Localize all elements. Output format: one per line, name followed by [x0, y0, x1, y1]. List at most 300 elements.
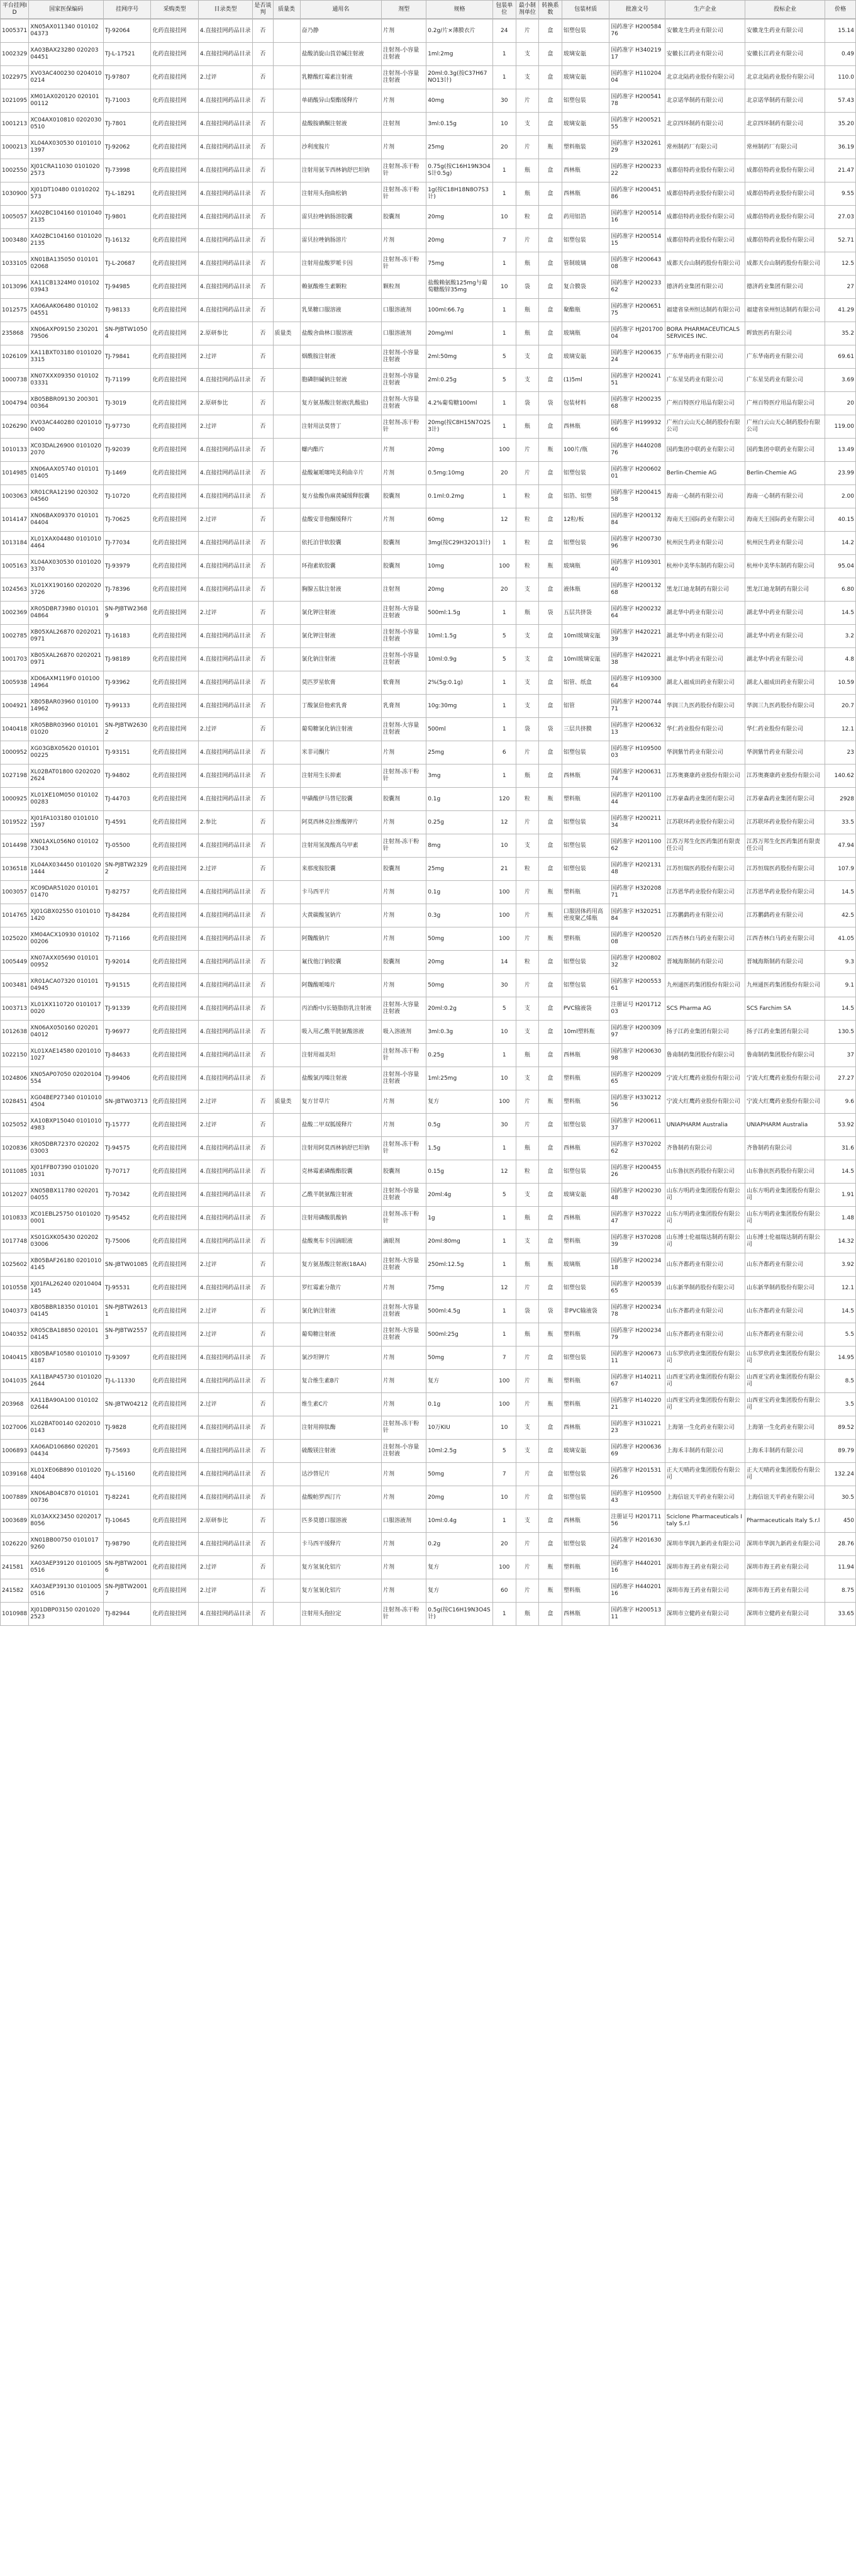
table-cell: 23.99 — [825, 462, 856, 485]
table-cell: TJ-10720 — [103, 485, 150, 508]
table-row[interactable] — [1, 439, 856, 462]
table-cell: 4.直接挂网药品目录 — [198, 881, 252, 904]
table-row[interactable] — [1, 555, 856, 578]
table-row[interactable] — [1, 1207, 856, 1230]
table-row[interactable] — [1, 1044, 856, 1067]
table-cell: 1026220 — [1, 1533, 29, 1556]
table-row[interactable] — [1, 1114, 856, 1137]
table-cell: Berlin-Chemie AG — [665, 462, 745, 485]
table-cell: 2.原研参比 — [198, 322, 252, 345]
table-cell: 塑料瓶 — [562, 1393, 609, 1416]
table-cell: 否 — [253, 1416, 273, 1440]
table-cell: 1 — [492, 1044, 516, 1067]
column-header[interactable]: 挂网序号 — [103, 1, 150, 19]
column-header[interactable]: 目录类型 — [198, 1, 252, 19]
table-cell: 山东罗欣药业集团股份有限公司 — [665, 1347, 745, 1370]
table-cell: 氯化钾注射液 — [300, 625, 381, 648]
table-row[interactable] — [1, 532, 856, 555]
table-cell — [273, 299, 300, 322]
table-cell: 化药直接挂网 — [151, 415, 198, 439]
table-cell: 片 — [516, 1277, 539, 1300]
table-cell: 12 — [492, 1277, 516, 1300]
table-cell: 1 — [492, 299, 516, 322]
table-row[interactable] — [1, 392, 856, 415]
table-row[interactable] — [1, 625, 856, 648]
table-cell: 广州白云山天心制药股份有限公司 — [745, 415, 825, 439]
table-row[interactable] — [1, 997, 856, 1021]
column-header[interactable]: 剂型 — [382, 1, 426, 19]
table-row[interactable] — [1, 229, 856, 252]
table-row[interactable] — [1, 1556, 856, 1579]
table-cell: 注射剂-小容量注射液 — [382, 1067, 426, 1090]
table-cell: 注射剂 — [382, 113, 426, 136]
table-cell: 国药准字 H20051311 — [609, 1603, 665, 1626]
table-row[interactable] — [1, 904, 856, 927]
table-cell: 盒 — [539, 671, 562, 695]
table-cell: 35.2 — [825, 322, 856, 345]
table-cell: 20ml:80mg — [426, 1230, 493, 1253]
table-cell: 140.62 — [825, 764, 856, 788]
table-cell: 1 — [492, 182, 516, 206]
table-cell: 盐酸消旋山莨菪碱注射液 — [300, 43, 381, 66]
table-row[interactable] — [1, 1579, 856, 1603]
table-cell: 注射剂-小容量注射液 — [382, 625, 426, 648]
table-row[interactable] — [1, 508, 856, 532]
table-cell: 1040373 — [1, 1300, 29, 1323]
table-cell: 化药直接挂网 — [151, 1044, 198, 1067]
table-row[interactable] — [1, 927, 856, 951]
column-header[interactable]: 包装材质 — [562, 1, 609, 19]
table-cell: 11.94 — [825, 1556, 856, 1579]
table-cell: 鲁南制药集团股份有限公司 — [745, 1044, 825, 1067]
table-cell: 否 — [253, 718, 273, 741]
table-cell: 依托泊苷软胶囊 — [300, 532, 381, 555]
table-cell: 葡萄糖注射液 — [300, 1323, 381, 1347]
table-cell: 袋 — [539, 602, 562, 625]
table-row[interactable] — [1, 43, 856, 66]
table-cell: 盒 — [539, 462, 562, 485]
table-cell: 12.5 — [825, 252, 856, 276]
table-cell: 4.直接挂网药品目录 — [198, 1184, 252, 1207]
table-cell: 支 — [516, 369, 539, 392]
table-cell: 注射剂-大容量注射液 — [382, 1253, 426, 1277]
table-cell: 0.75g(按C16H19N3O4S计0.5g) — [426, 159, 493, 182]
table-row[interactable] — [1, 159, 856, 182]
table-cell: 晋城海斯制药有限公司 — [665, 951, 745, 974]
table-cell: 0.1g — [426, 881, 493, 904]
table-cell — [273, 625, 300, 648]
table-row[interactable] — [1, 718, 856, 741]
table-cell: 非PVC输液袋 — [562, 1300, 609, 1323]
table-cell: 瓶 — [516, 1253, 539, 1277]
table-cell: 1040418 — [1, 718, 29, 741]
table-cell: 2.过评 — [198, 1090, 252, 1114]
table-cell: 铝塑包装 — [562, 1533, 609, 1556]
table-cell: 铝塑包装 — [562, 1114, 609, 1137]
table-row[interactable] — [1, 345, 856, 369]
table-row[interactable] — [1, 881, 856, 904]
table-cell: 广东星昊药业有限公司 — [665, 369, 745, 392]
table-cell: 德济药业集团有限公司 — [665, 276, 745, 299]
table-row[interactable] — [1, 89, 856, 113]
table-cell: 化药直接挂网 — [151, 718, 198, 741]
table-cell: 否 — [253, 485, 273, 508]
table-row[interactable] — [1, 1253, 856, 1277]
table-row[interactable] — [1, 136, 856, 159]
table-cell: 铝塑包装 — [562, 532, 609, 555]
table-cell: XR01ACA07320 01010104945 — [29, 974, 104, 997]
table-row[interactable] — [1, 1323, 856, 1347]
table-cell: 片剂 — [382, 1347, 426, 1370]
table-cell — [273, 1533, 300, 1556]
table-cell: 否 — [253, 113, 273, 136]
table-cell: 国药准字 H20045186 — [609, 182, 665, 206]
table-cell: 片 — [516, 20, 539, 43]
table-row[interactable] — [1, 602, 856, 625]
table-row[interactable] — [1, 578, 856, 602]
table-cell: TJ-75693 — [103, 1440, 150, 1463]
table-cell: 4.直接挂网药品目录 — [198, 834, 252, 858]
table-cell: 4.直接挂网药品目录 — [198, 439, 252, 462]
table-row[interactable] — [1, 1603, 856, 1626]
table-row[interactable] — [1, 1184, 856, 1207]
column-header[interactable]: 批准文号 — [609, 1, 665, 19]
table-cell: 1000952 — [1, 741, 29, 764]
table-row[interactable] — [1, 322, 856, 345]
table-cell: 片 — [516, 811, 539, 834]
table-cell: 阿魏酸钠片 — [300, 927, 381, 951]
table-cell: 深圳市海王药业有限公司 — [665, 1579, 745, 1603]
table-row[interactable] — [1, 1021, 856, 1044]
table-cell: 管制玻璃 — [562, 252, 609, 276]
table-cell: 化药直接挂网 — [151, 439, 198, 462]
table-row[interactable] — [1, 1160, 856, 1184]
table-cell — [273, 485, 300, 508]
table-row[interactable] — [1, 1137, 856, 1160]
table-cell: TJ-3019 — [103, 392, 150, 415]
table-cell: 4.直接挂网药品目录 — [198, 1440, 252, 1463]
table-header — [1, 1, 856, 19]
column-header[interactable]: 投标企业 — [745, 1, 825, 19]
table-cell: 0.25g — [426, 811, 493, 834]
table-cell: 4.直接挂网药品目录 — [198, 951, 252, 974]
table-cell: 1001703 — [1, 648, 29, 671]
table-cell: 14.5 — [825, 881, 856, 904]
table-cell: 注射剂-冻干粉针 — [382, 1416, 426, 1440]
column-header[interactable]: 价格 — [825, 1, 856, 19]
table-row[interactable] — [1, 252, 856, 276]
table-cell: 玻璃瓶 — [562, 555, 609, 578]
table-cell: 铝塑包装 — [562, 1347, 609, 1370]
table-cell: 1040352 — [1, 1323, 29, 1347]
table-cell: 14.32 — [825, 1230, 856, 1253]
table-cell: XR05DBR73980 01010104864 — [29, 602, 104, 625]
table-row[interactable] — [1, 1230, 856, 1253]
table-cell: 10 — [492, 206, 516, 229]
table-row[interactable] — [1, 834, 856, 858]
column-header[interactable]: 包装单位 — [492, 1, 516, 19]
table-cell: 雷贝拉唑钠肠溶片 — [300, 229, 381, 252]
table-row[interactable] — [1, 788, 856, 811]
table-cell: 丁酸氯倍他索乳膏 — [300, 695, 381, 718]
table-row[interactable] — [1, 1090, 856, 1114]
table-row[interactable] — [1, 1486, 856, 1509]
table-cell: 20mg/ml — [426, 322, 493, 345]
table-cell: 否 — [253, 1463, 273, 1486]
table-cell: 2.00 — [825, 485, 856, 508]
table-cell: 袋 — [516, 276, 539, 299]
table-cell — [273, 1416, 300, 1440]
column-header[interactable]: 生产企业 — [665, 1, 745, 19]
table-cell: 否 — [253, 881, 273, 904]
table-cell: 国药准字 H20013268 — [609, 578, 665, 602]
table-row[interactable] — [1, 369, 856, 392]
table-cell: 20ml:0.2g — [426, 997, 493, 1021]
column-header[interactable]: 质量类 — [273, 1, 300, 19]
table-cell: 片剂 — [382, 881, 426, 904]
table-cell: 0.25g — [426, 1044, 493, 1067]
table-cell: 常州制药厂有限公司 — [745, 136, 825, 159]
table-cell: 1003713 — [1, 997, 29, 1021]
table-cell: 20ml:4g — [426, 1184, 493, 1207]
table-row[interactable] — [1, 1440, 856, 1463]
table-cell: XR05DBR72370 02020203003 — [29, 1137, 104, 1160]
table-cell: 铝塑包装 — [562, 1160, 609, 1184]
table-cell: 3ml:0.15g — [426, 113, 493, 136]
table-cell: 24 — [492, 20, 516, 43]
table-row[interactable] — [1, 764, 856, 788]
table-cell: 瓶 — [516, 299, 539, 322]
table-cell: 甲磺酸伊马替尼胶囊 — [300, 788, 381, 811]
table-cell: TJ-92064 — [103, 20, 150, 43]
table-cell: 1 — [492, 322, 516, 345]
table-cell: 复方氨基酸注射液(乳酸盐) — [300, 392, 381, 415]
table-cell: 28.76 — [825, 1533, 856, 1556]
table-cell — [273, 1393, 300, 1416]
table-cell: 盒 — [539, 89, 562, 113]
table-cell: 化药直接挂网 — [151, 997, 198, 1021]
table-cell: 2.过评 — [198, 1300, 252, 1323]
table-cell: 1012638 — [1, 1021, 29, 1044]
table-cell: 2%(5g:0.1g) — [426, 671, 493, 695]
table-row[interactable] — [1, 182, 856, 206]
table-row[interactable] — [1, 1416, 856, 1440]
table-cell: 1ml:2mg — [426, 43, 493, 66]
table-cell: 片剂 — [382, 1579, 426, 1603]
table-cell: 10.59 — [825, 671, 856, 695]
table-cell: 2.参比 — [198, 811, 252, 834]
table-cell: 西林瓶 — [562, 1137, 609, 1160]
column-header[interactable]: 规格 — [426, 1, 493, 19]
column-header[interactable]: 最小制剂单位 — [516, 1, 539, 19]
table-cell: XB05BBR09130 20030100364 — [29, 392, 104, 415]
table-cell: 国药准字 H37022247 — [609, 1207, 665, 1230]
column-header[interactable]: 平台挂网ID — [1, 1, 29, 19]
table-cell: 成都倍特药业股份有限公司 — [665, 229, 745, 252]
column-header[interactable]: 国家医保编码 — [29, 1, 104, 19]
table-row[interactable] — [1, 1533, 856, 1556]
table-cell: 8.5 — [825, 1370, 856, 1393]
table-row[interactable] — [1, 695, 856, 718]
table-row[interactable] — [1, 974, 856, 997]
table-cell: 10 — [492, 834, 516, 858]
table-row[interactable] — [1, 671, 856, 695]
table-cell: 乙酰半胱氨酸注射液 — [300, 1184, 381, 1207]
table-cell — [273, 113, 300, 136]
table-cell: 1021095 — [1, 89, 29, 113]
table-cell: 1002369 — [1, 602, 29, 625]
table-cell — [273, 1463, 300, 1486]
table-row[interactable] — [1, 113, 856, 136]
table-cell: 片剂 — [382, 811, 426, 834]
table-row[interactable] — [1, 1347, 856, 1370]
table-cell: TJ-94802 — [103, 764, 150, 788]
table-cell: 1 — [492, 1323, 516, 1347]
table-cell: 国药准字 H20023478 — [609, 1300, 665, 1323]
table-row[interactable] — [1, 811, 856, 834]
table-row[interactable] — [1, 1463, 856, 1486]
table-cell: 否 — [253, 695, 273, 718]
table-cell: 国药准字 H32020871 — [609, 881, 665, 904]
table-cell: 黑龙江迪龙制药有限公司 — [665, 578, 745, 602]
table-cell: TJ-84633 — [103, 1044, 150, 1067]
table-cell: 袋 — [516, 392, 539, 415]
table-cell: 4.直接挂网药品目录 — [198, 741, 252, 764]
table-cell: 化药直接挂网 — [151, 1393, 198, 1416]
table-row[interactable] — [1, 299, 856, 322]
table-cell: 14.5 — [825, 1160, 856, 1184]
table-cell — [273, 159, 300, 182]
table-row[interactable] — [1, 66, 856, 89]
table-cell: TJ-95531 — [103, 1277, 150, 1300]
table-cell: 口服溶液剂 — [382, 299, 426, 322]
table-cell — [273, 1370, 300, 1393]
table-cell: XB05BBR18350 01010104145 — [29, 1300, 104, 1323]
table-cell: 江苏鹏鹞药业有限公司 — [665, 904, 745, 927]
table-row[interactable] — [1, 206, 856, 229]
table-cell: 20mg — [426, 439, 493, 462]
table-cell: SN-PJBTW25573 — [103, 1323, 150, 1347]
table-cell — [273, 415, 300, 439]
table-cell: 国药准字 H20080232 — [609, 951, 665, 974]
table-row[interactable] — [1, 951, 856, 974]
table-cell: 阿莫西林克拉维酸钾片 — [300, 811, 381, 834]
table-cell: 100ml:66.7g — [426, 299, 493, 322]
table-cell — [273, 369, 300, 392]
table-row[interactable] — [1, 20, 856, 43]
table-cell: 0.15g — [426, 1160, 493, 1184]
table-cell: 12.1 — [825, 718, 856, 741]
table-cell: 4.直接挂网药品目录 — [198, 1160, 252, 1184]
table-cell: 盒 — [539, 858, 562, 881]
table-cell: 14.5 — [825, 997, 856, 1021]
table-row[interactable] — [1, 462, 856, 485]
column-header[interactable]: 通用名 — [300, 1, 381, 19]
table-cell: 注射用头孢曲松钠 — [300, 182, 381, 206]
table-cell: 化药直接挂网 — [151, 834, 198, 858]
table-cell: 瓶 — [539, 439, 562, 462]
table-cell: 广东星昊药业有限公司 — [745, 369, 825, 392]
table-cell — [273, 89, 300, 113]
table-cell: XN06AX050160 02020104012 — [29, 1021, 104, 1044]
table-cell — [273, 718, 300, 741]
table-cell: 14.5 — [825, 602, 856, 625]
table-cell: 2.过评 — [198, 66, 252, 89]
table-cell: 4.直接挂网药品目录 — [198, 206, 252, 229]
drug-listing-table — [0, 0, 856, 19]
table-row[interactable] — [1, 1277, 856, 1300]
table-cell: 片 — [516, 136, 539, 159]
table-cell: 1.91 — [825, 1184, 856, 1207]
table-row[interactable] — [1, 485, 856, 508]
table-cell: 0.5mg:10mg — [426, 462, 493, 485]
table-cell: 否 — [253, 788, 273, 811]
table-cell: 西林瓶 — [562, 764, 609, 788]
table-cell: 片剂 — [382, 1277, 426, 1300]
table-cell: 片剂 — [382, 1090, 426, 1114]
table-cell: 广州百特医疗用品有限公司 — [665, 392, 745, 415]
table-cell: 1 — [492, 392, 516, 415]
table-cell: 粒 — [516, 508, 539, 532]
table-cell: 21.47 — [825, 159, 856, 182]
column-header[interactable]: 是否谈判 — [253, 1, 273, 19]
table-cell: 铝塑包装 — [562, 811, 609, 834]
table-row[interactable] — [1, 1067, 856, 1090]
table-cell: 国药准字 H20110062 — [609, 834, 665, 858]
table-row[interactable] — [1, 1393, 856, 1416]
table-row[interactable] — [1, 415, 856, 439]
table-cell: SN-PJBTW23689 — [103, 602, 150, 625]
table-cell: 4.8 — [825, 648, 856, 671]
table-cell: 30 — [492, 89, 516, 113]
table-row[interactable] — [1, 741, 856, 764]
table-cell: 4.直接挂网药品目录 — [198, 1416, 252, 1440]
table-cell: 西林瓶 — [562, 182, 609, 206]
table-cell: 注射用生长抑素 — [300, 764, 381, 788]
table-cell: 粒 — [516, 788, 539, 811]
table-cell: 47.94 — [825, 834, 856, 858]
table-cell: 山东博士伦福瑞达制药有限公司 — [665, 1230, 745, 1253]
table-cell: 盒 — [539, 1114, 562, 1137]
table-cell: 化药直接挂网 — [151, 695, 198, 718]
table-cell: 复方 — [426, 1579, 493, 1603]
table-row[interactable] — [1, 858, 856, 881]
table-cell: 山东博士伦福瑞达制药有限公司 — [745, 1230, 825, 1253]
table-cell: 海南天王国际药业有限公司 — [745, 508, 825, 532]
table-cell: 宁波大红鹰药业股份有限公司 — [745, 1067, 825, 1090]
table-row[interactable] — [1, 1509, 856, 1533]
table-cell: 0.2g — [426, 1533, 493, 1556]
table-cell: 130.5 — [825, 1021, 856, 1044]
table-cell: 2.过评 — [198, 602, 252, 625]
table-cell: 1022975 — [1, 66, 29, 89]
table-cell: TJ-91339 — [103, 997, 150, 1021]
table-row[interactable] — [1, 1370, 856, 1393]
table-row[interactable] — [1, 276, 856, 299]
column-header[interactable]: 转换系数 — [539, 1, 562, 19]
table-cell: 241581 — [1, 1556, 29, 1579]
table-row[interactable] — [1, 1300, 856, 1323]
table-cell: 山东罗欣药业集团股份有限公司 — [745, 1347, 825, 1370]
table-cell: 化药直接挂网 — [151, 811, 198, 834]
column-header[interactable]: 采购类型 — [151, 1, 198, 19]
table-cell: 达沙替尼片 — [300, 1463, 381, 1486]
table-row[interactable] — [1, 648, 856, 671]
table-cell: 450 — [825, 1509, 856, 1533]
table-cell: 上海第一生化药业有限公司 — [665, 1416, 745, 1440]
table-cell: XN06BAX09370 01010104404 — [29, 508, 104, 532]
table-cell: TJ-92062 — [103, 136, 150, 159]
